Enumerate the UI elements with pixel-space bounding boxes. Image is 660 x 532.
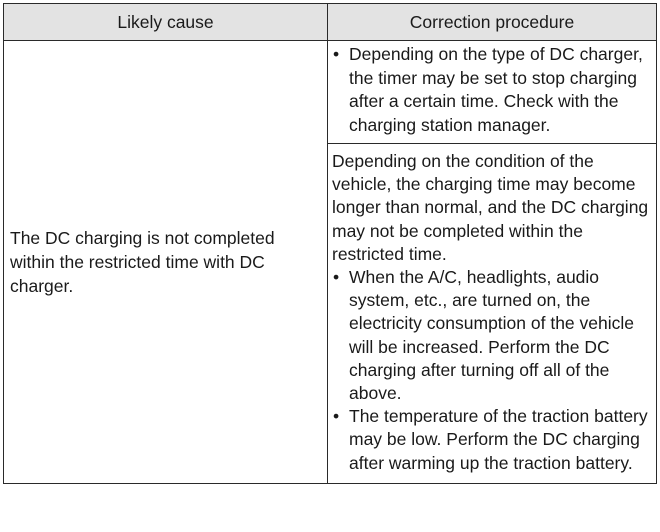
bullet-icon: •	[333, 406, 340, 427]
list-item	[332, 405, 650, 475]
bullet-text: Depending on the type of DC charger, the timer may be set to stop charging after a certain time. Check with the charging station manager.	[349, 44, 643, 135]
bullet-icon: •	[333, 44, 340, 64]
header-correction-procedure: Correction procedure	[328, 4, 657, 41]
procedure-intro: Depending on the condition of the vehicle, the charging time may become longer than normal, and the DC charging may not be completed within the restricted time.	[332, 151, 649, 264]
list-item	[332, 43, 650, 137]
procedure-bottom-list	[332, 266, 650, 475]
procedure-top-list	[332, 43, 650, 137]
list-item	[332, 266, 650, 405]
procedure-bottom-section	[328, 144, 656, 483]
procedure-top-section	[328, 41, 656, 144]
troubleshooting-table	[3, 3, 657, 484]
header-likely-cause: Likely cause	[4, 4, 328, 41]
bullet-text: The temperature of the traction battery may be low. Perform the DC charging after warming up the traction battery.	[349, 406, 648, 473]
table-header-row	[4, 4, 657, 41]
cause-cell: The DC charging is not completed within the restricted time with DC charger.	[4, 41, 328, 484]
procedure-cell	[328, 41, 657, 484]
bullet-icon: •	[333, 267, 340, 288]
bullet-text: When the A/C, headlights, audio system, etc., are turned on, the electricity consumption of the vehicle will be increased. Perform the DC charging after turning off all of the above.	[349, 267, 634, 404]
table-row	[4, 41, 657, 484]
